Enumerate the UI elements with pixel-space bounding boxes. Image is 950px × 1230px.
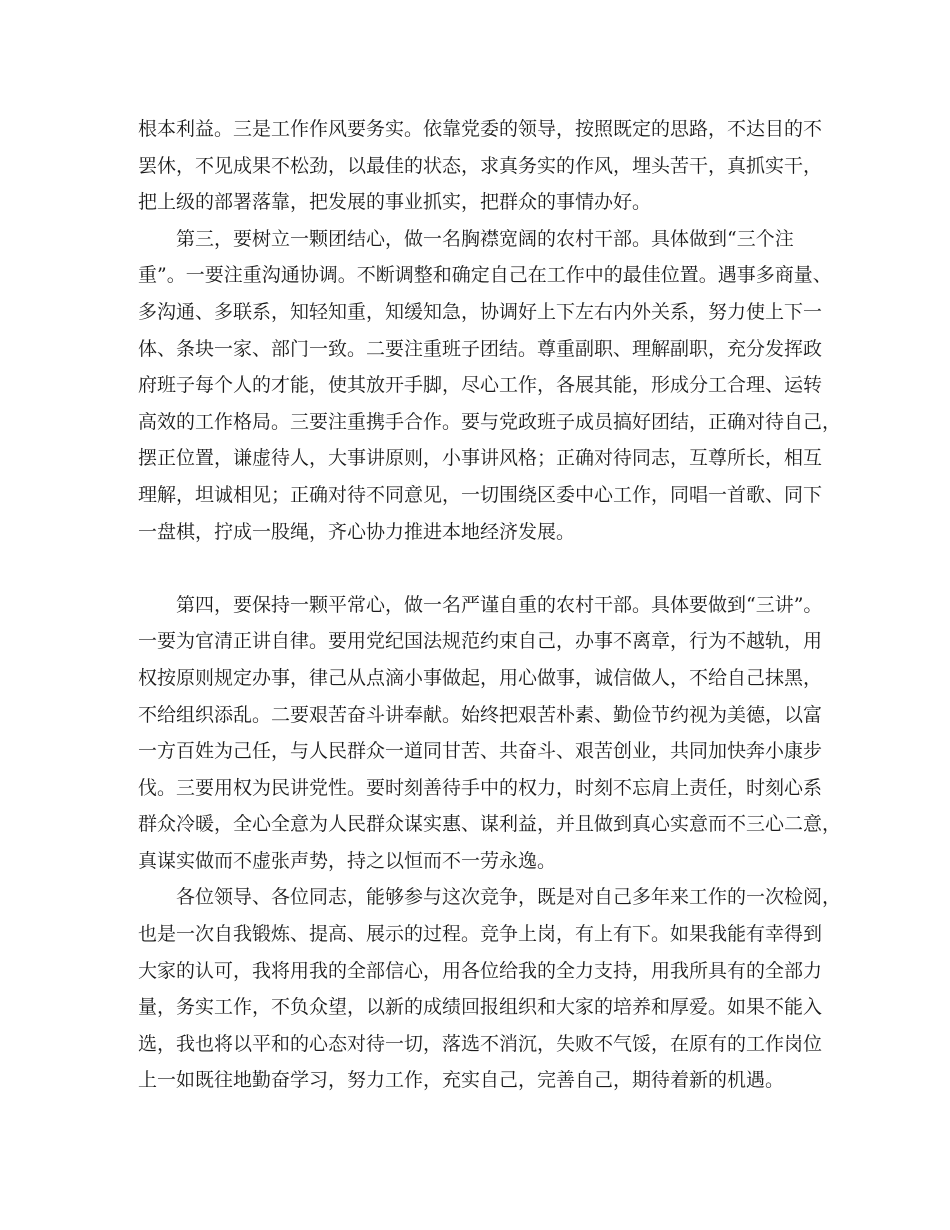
text-line: 理解，坦诚相见；正确对待不同意见，一切围绕区委中心工作，同唱一首歌、同下 xyxy=(138,483,823,506)
paragraph-work-style xyxy=(138,111,828,221)
text-line: 大家的认可，我将用我的全部信心，用各位给我的全力支持，用我所具有的全部力 xyxy=(138,959,823,982)
document-body xyxy=(138,111,842,1099)
text-line: 量，务实工作，不负众望，以新的成绩回报组织和大家的培养和厚爱。如果不能入 xyxy=(138,996,823,1019)
text-line: 把上级的部署落靠，把发展的事业抓实，把群众的事情办好。 xyxy=(138,191,652,214)
text-line: 上一如既往地勤奋学习，努力工作，充实自己，完善自己，期待着新的机遇。 xyxy=(138,1069,785,1092)
paragraph-closing xyxy=(138,879,842,1099)
text-line: 府班子每个人的才能，使其放开手脚，尽心工作，各展其能，形成分工合理、运转 xyxy=(138,374,823,397)
text-line: 重”。一要注重沟通协调。不断调整和确定自己在工作中的最佳位置。遇事多商量、 xyxy=(138,264,832,287)
text-line: 各位领导、各位同志，能够参与这次竞争，既是对自己多年来工作的一次检阅， xyxy=(138,886,842,909)
text-line: 群众冷暖，全心全意为人民群众谋实惠、谋利益，并且做到真心实意而不三心二意， xyxy=(138,813,842,836)
paragraph-third-point xyxy=(138,221,842,587)
text-line: 一盘棋，拧成一股绳，齐心协力推进本地经济发展。 xyxy=(138,520,576,543)
text-line: 一方百姓为己任，与人民群众一道同甘苦、共奋斗、艰苦创业，共同加快奔小康步 xyxy=(138,740,823,763)
text-line: 真谋实做而不虚张声势，持之以恒而不一劳永逸。 xyxy=(138,849,557,872)
text-line: 第四，要保持一颗平常心，做一名严谨自重的农村干部。具体要做到“三讲”。 xyxy=(138,593,823,616)
text-line: 不给组织添乱。二要艰苦奋斗讲奉献。始终把艰苦朴素、勤俭节约视为美德，以富 xyxy=(138,703,823,726)
text-line xyxy=(138,550,828,587)
text-line: 一要为官清正讲自律。要用党纪国法规范约束自己，办事不离章，行为不越轨，用 xyxy=(138,630,823,653)
paragraph-fourth-point xyxy=(138,587,842,880)
text-line: 根本利益。三是工作作风要务实。依靠党委的领导，按照既定的思路，不达目的不 xyxy=(138,118,823,140)
text-line: 体、条块一家、部门一致。二要注重班子团结。尊重副职、理解副职，充分发挥政 xyxy=(138,337,823,360)
text-line: 伐。三要用权为民讲党性。要时刻善待手中的权力，时刻不忘肩上责任，时刻心系 xyxy=(138,776,823,799)
text-line: 权按原则规定办事，律己从点滴小事做起，用心做事，诚信做人，不给自己抹黑， xyxy=(138,666,823,689)
text-line: 第三，要树立一颗团结心，做一名胸襟宽阔的农村干部。具体做到“三个注 xyxy=(138,227,794,250)
text-line: 罢休，不见成果不松劲，以最佳的状态，求真务实的作风，埋头苦干，真抓实干， xyxy=(138,154,823,177)
text-line: 高效的工作格局。三要注重携手合作。要与党政班子成员搞好团结，正确对待自己， xyxy=(138,410,842,433)
text-line: 摆正位置，谦虚待人，大事讲原则，小事讲风格；正确对待同志，互尊所长，相互 xyxy=(138,447,823,470)
text-line: 选，我也将以平和的心态对待一切，落选不消沉，失败不气馁，在原有的工作岗位 xyxy=(138,1032,823,1055)
text-line: 多沟通、多联系，知轻知重，知缓知急，协调好上下左右内外关系，努力使上下一 xyxy=(138,300,823,323)
text-line: 也是一次自我锻炼、提高、展示的过程。竞争上岗，有上有下。如果我能有幸得到 xyxy=(138,923,823,946)
